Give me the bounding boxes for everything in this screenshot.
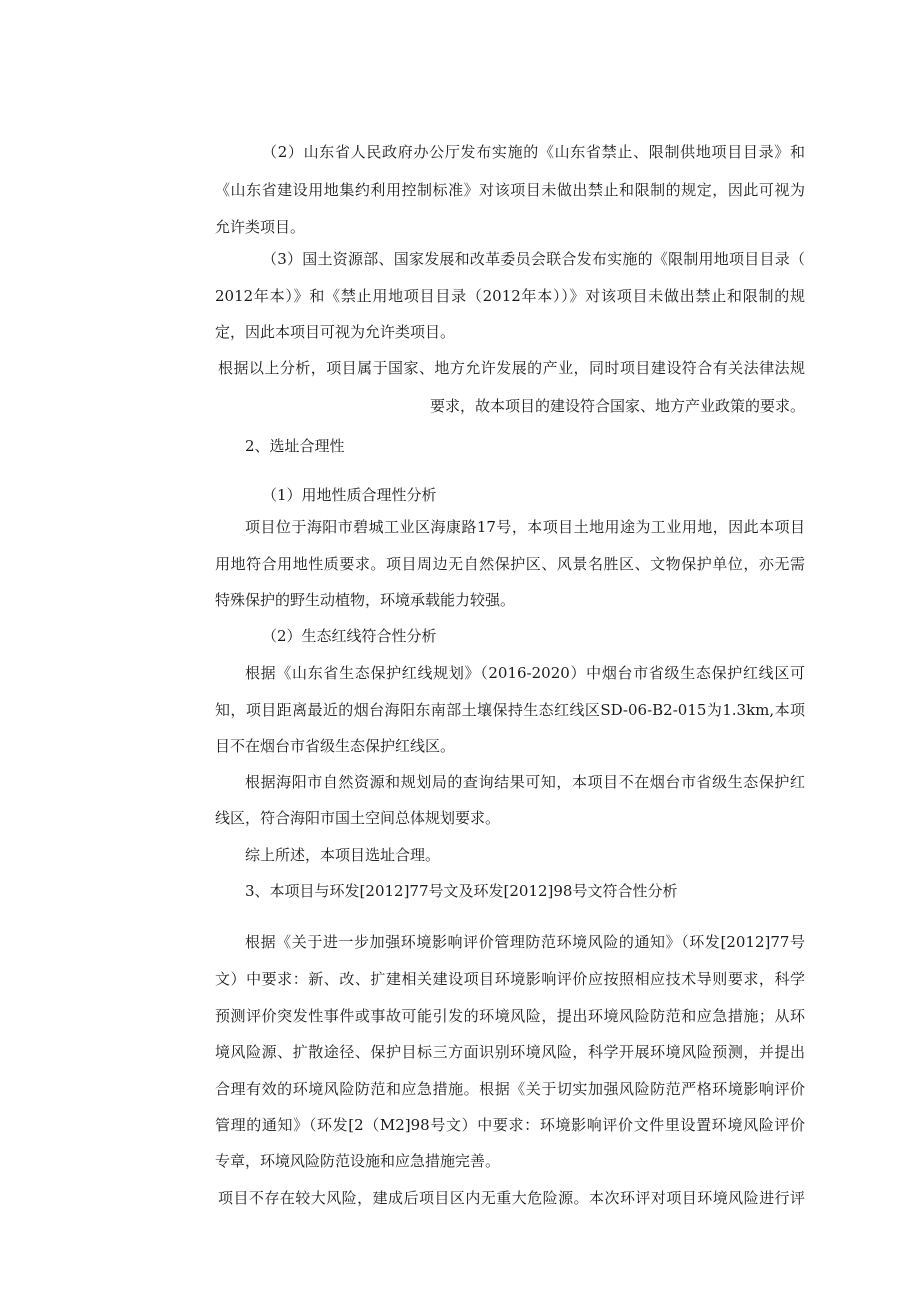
text-line: （2）山东省人民政府办公厅发布实施的《山东省禁止、限制供地项目目录》和 [262,143,805,161]
text-line: 定，因此本项目可视为允许类项目。 [215,323,456,341]
text-line: 综上所述，本项目选址合理。 [245,846,441,864]
text-line: 项目不存在较大风险，建成后项目区内无重大危险源。本次环评对项目环境风险进行评 [218,1189,805,1207]
text-line: 根据《山东省生态保护红线规划》（2016-2020）中烟台市省级生态保护红线区可 [245,664,805,682]
text-line: 允许类项目。 [215,218,306,236]
text-line: 合理有效的环境风险防范和应急措施。根据《关于切实加强风险防范严格环境影响评价 [215,1080,805,1098]
section-heading: 3、本项目与环发[2012]77号文及环发[2012]98号文符合性分析 [245,882,678,900]
text-line: 文）中要求：新、改、扩建相关建设项目环境影响评价应按照相应技术导则要求，科学 [215,970,805,988]
text-line: 预测评价突发性事件或事故可能引发的环境风险，提出环境风险防范和应急措施；从环 [215,1007,805,1025]
section-heading: 2、选址合理性 [245,437,345,455]
text-line: 境风险源、扩散途径、保护目标三方面识别环境风险，科学开展环境风险预测，并提出 [215,1043,805,1061]
text-line: 专章，环境风险防范设施和应急措施完善。 [215,1152,501,1170]
subsection-heading: （1）用地性质合理性分析 [262,486,437,504]
text-line: 管理的通知》（环发[2（M2]98号文）中要求：环境影响评价文件里设置环境风险评价 [215,1116,805,1134]
text-line: 要求，故本项目的建设符合国家、地方产业政策的要求。 [429,397,805,415]
text-line: 目不在烟台市省级生态保护红线区。 [215,737,456,755]
text-line: （3）国土资源部、国家发展和改革委员会联合发布实施的《限制用地项目目录（ [262,250,805,268]
text-line: 特殊保护的野生动植物，环境承载能力较强。 [215,591,516,609]
text-line: 知，项目距离最近的烟台海阳东南部土壤保持生态红线区SD-06-B2-015为1.3km,本项 [215,701,805,719]
text-line: 线区，符合海阳市国土空间总体规划要求。 [215,809,501,827]
text-line: 《山东省建设用地集约利用控制标准》对该项目未做出禁止和限制的规定，因此可视为 [215,181,805,199]
text-line: 根据海阳市自然资源和规划局的查询结果可知，本项目不在烟台市省级生态保护红 [245,773,805,791]
text-line: 根据以上分析，项目属于国家、地方允许发展的产业，同时项目建设符合有关法律法规 [218,359,805,377]
text-line: 项目位于海阳市碧城工业区海康路17号，本项目土地用途为工业用地，因此本项目 [245,518,805,536]
subsection-heading: （2）生态红线符合性分析 [262,627,437,645]
text-line: 根据《关于进一步加强环境影响评价管理防范环境风险的通知》（环发[2012]77号 [245,933,805,951]
text-line: 用地符合用地性质要求。项目周边无自然保护区、风景名胜区、文物保护单位，亦无需 [215,555,805,573]
text-line: 2012年本）》和《禁止用地项目目录（2012年本））》对该项目未做出禁止和限制的规 [215,287,805,305]
